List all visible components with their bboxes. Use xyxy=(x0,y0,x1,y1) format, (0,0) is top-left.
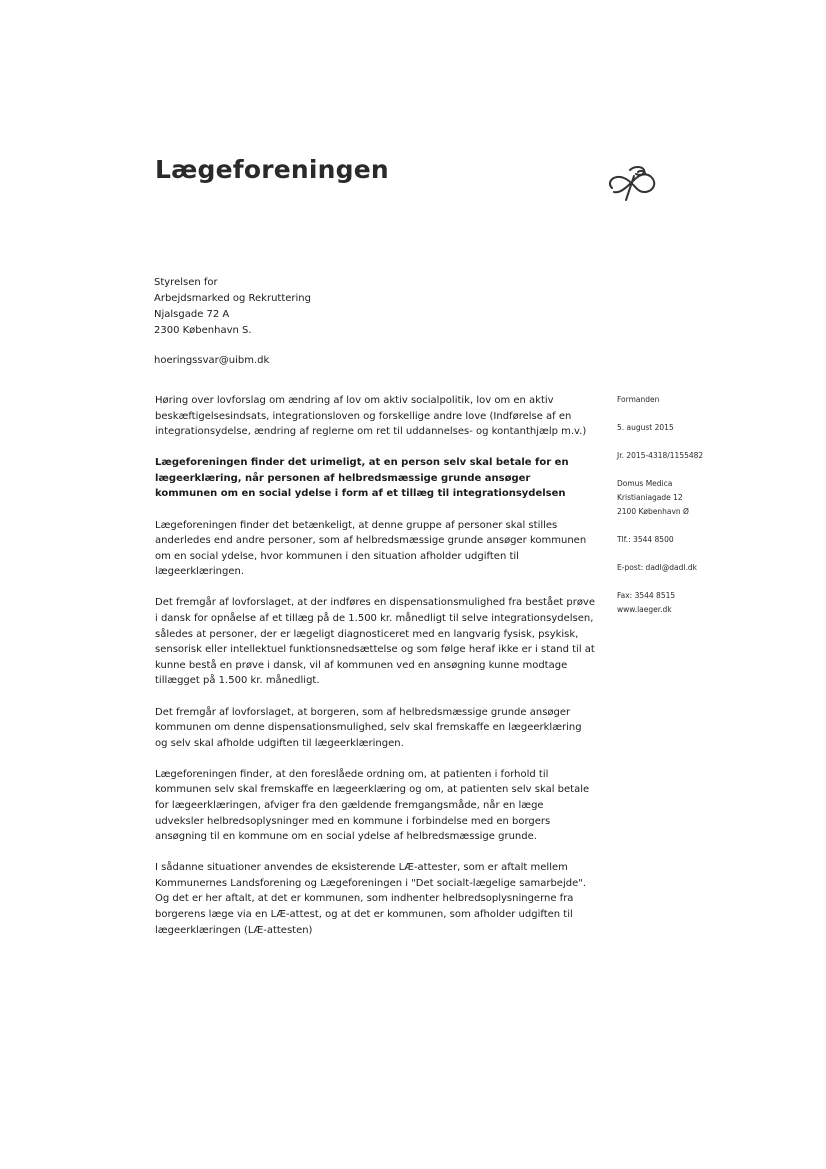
letter-subject: Høring over lovforslag om ændring af lov om aktiv socialpolitik, lov om en aktiv beskæftigelsesindsats, integrationsloven og forskellige andre love (Indførelse af en integrationsydelse, ændring af reglerne om ret til uddannelses- og kontanthjælp m.v.) xyxy=(155,395,587,438)
sender-street: Kristianiagade 12 xyxy=(617,493,683,502)
sender-city: 2100 København Ø xyxy=(617,507,689,516)
sender-fax: Fax: 3544 8515 xyxy=(617,591,676,600)
sender-info-column xyxy=(617,393,703,617)
sender-email: E-post: dadl@dadl.dk xyxy=(617,563,697,572)
recipient-line: Njalsgade 72 A xyxy=(154,309,230,320)
sender-phone: Tlf.: 3544 8500 xyxy=(617,535,674,544)
recipient-email: hoeringssvar@uibm.dk xyxy=(154,355,270,366)
letter-paragraph: Det fremgår af lovforslaget, at der indføres en dispensationsmulighed fra bestået prøve i dansk for opnåelse af et tillæg på de 1.500 kr. månedligt til selve integrationsydelsen, således at personer, der er lægeligt diagnosticeret med en langvarig fysisk, psykisk, sensorisk eller intellektuel funktionsnedsættelse og som følge heraf ikke er i stand til at kunne bestå en prøve i dansk, vil af kommunen ved en ansøgning kunne modtage tillægget på 1.500 kr. månedligt. xyxy=(155,597,596,687)
letter-body xyxy=(155,393,595,954)
recipient-line: Arbejdsmarked og Rekruttering xyxy=(154,293,311,304)
journal-number: Jr. 2015-4318/1155482 xyxy=(617,451,704,460)
recipient-line: Styrelsen for xyxy=(154,277,218,288)
organization-logo-text: Lægeforeningen xyxy=(155,155,389,184)
sender-website: www.laeger.dk xyxy=(617,605,672,614)
sender-title: Formanden xyxy=(617,395,660,404)
recipient-address xyxy=(154,275,311,339)
letter-paragraph: Det fremgår af lovforslaget, at borgeren, som af helbredsmæssige grunde ansøger kommunen om denne dispensationsmulighed, selv skal fremskaffe en lægeerklæring og selv skal afholde udgiften til lægeerklæringen. xyxy=(155,706,582,749)
sender-organization: Domus Medica xyxy=(617,479,673,488)
letter-date: 5. august 2015 xyxy=(617,423,674,432)
staff-serpent-icon xyxy=(604,162,662,202)
letter-paragraph: I sådanne situationer anvendes de eksisterende LÆ-attester, som er aftalt mellem Kommunernes Landsforening og Lægeforeningen i "Det socialt-lægelige samarbejde". Og det er her aftalt, at det er kommunen, som indhenter helbredsoplysningerne fra borgerens læge via en LÆ-attest, og at det er kommunen, som afholder udgiften til lægeerklæringen (LÆ-attesten) xyxy=(155,862,587,936)
recipient-line: 2300 København S. xyxy=(154,325,252,336)
letter-paragraph: Lægeforeningen finder, at den foreslåede ordning om, at patienten i forhold til kommunen selv skal fremskaffe en lægeerklæring og om, at patienten selv skal betale for lægeerklæringen, afviger fra den gældende fremgangsmåde, når en læge udveksler helbredsoplysninger med en kommune i forbindelse med en borgers ansøgning til en kommune om en social ydelse af helbredsmæssige grunde. xyxy=(155,768,590,843)
letter-paragraph: Lægeforeningen finder det betænkeligt, at denne gruppe af personer skal stilles anderledes end andre personer, som af helbredsmæssige grunde ansøger kommunen om en social ydelse, hvor kommunen i den situation afholder udgiften til lægeerklæringen. xyxy=(155,519,587,578)
letter-lead: Lægeforeningen finder det urimeligt, at en person selv skal betale for en lægeerklæring, når personen af helbredsmæssige grunde ansøger kommunen om en social ydelse i form af et tillæg til integrationsydelsen xyxy=(155,457,569,500)
